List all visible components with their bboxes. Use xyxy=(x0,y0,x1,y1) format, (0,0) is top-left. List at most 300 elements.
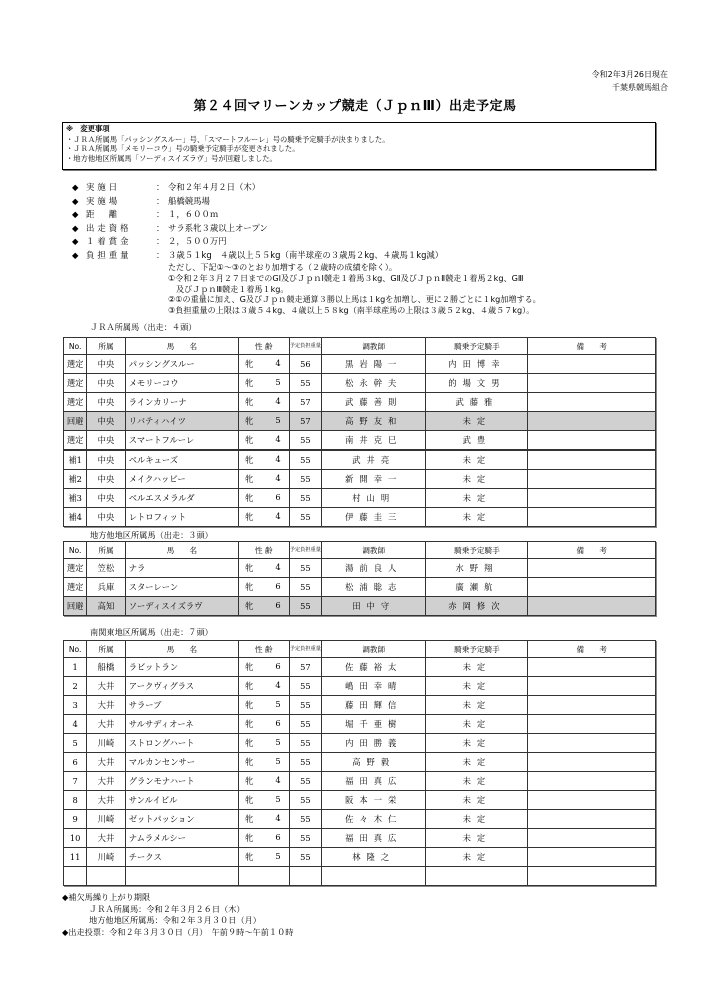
col-header-sex-age: 性 齢 xyxy=(239,338,290,355)
entry-weight: 55 xyxy=(289,829,322,848)
entry-no: 2 xyxy=(64,677,87,696)
table-row xyxy=(64,508,656,527)
col-header-no: No. xyxy=(64,542,87,559)
table-header-row xyxy=(64,641,656,658)
weight-note: ②①の重量に加え、G及びＪｐｎ競走通算３勝以上馬は１kgを加増し、更に２勝ごとに１kg加増する。 xyxy=(168,294,541,305)
table-row xyxy=(64,829,656,848)
col-header-trainer: 調教師 xyxy=(322,338,426,355)
entry-affiliation: 笠松 xyxy=(87,559,125,578)
entry-trainer: 高野友和 xyxy=(322,412,426,431)
entry-sex: 牝 xyxy=(245,833,254,843)
table-row xyxy=(64,355,656,374)
entry-horse-name: リバティハイツ xyxy=(125,412,238,431)
col-header-weight: 予定負担重量 xyxy=(289,542,322,559)
footer-line: ◆補欠馬繰り上がり期限 xyxy=(62,892,151,902)
col-header-weight: 予定負担重量 xyxy=(289,641,322,658)
entry-affiliation xyxy=(87,867,125,886)
table-header-row xyxy=(64,542,656,559)
entry-trainer: 嶋田幸晴 xyxy=(322,677,426,696)
entry-no: 6 xyxy=(64,753,87,772)
entry-horse-name: スマートフルーレ xyxy=(125,431,238,451)
entry-sex: 牝 xyxy=(245,563,254,573)
entry-weight: 55 xyxy=(289,715,322,734)
col-header-jockey: 騎乗予定騎手 xyxy=(426,542,528,559)
entry-weight: 57 xyxy=(289,412,322,431)
col-header-horse-name: 馬 名 xyxy=(125,542,238,559)
entry-remarks xyxy=(528,559,656,578)
entry-jockey: 未定 xyxy=(426,696,528,715)
entry-weight: 55 xyxy=(289,791,322,810)
entry-horse-name: パッシングスルー xyxy=(125,355,238,374)
entry-remarks xyxy=(528,753,656,772)
entry-jockey: 未定 xyxy=(426,470,528,489)
entry-no: 5 xyxy=(64,734,87,753)
entry-remarks xyxy=(528,810,656,829)
table-row xyxy=(64,848,656,867)
entry-sex-age xyxy=(239,848,290,867)
info-colon: ： xyxy=(156,195,165,206)
entry-remarks xyxy=(528,791,656,810)
table-row xyxy=(64,791,656,810)
section-title: 地方他地区所属馬（出走：３頭） xyxy=(90,530,213,540)
entry-sex: 牝 xyxy=(245,795,254,805)
entry-horse-name: ベルキューズ xyxy=(125,450,238,470)
entry-remarks xyxy=(528,578,656,597)
info-row xyxy=(72,235,541,249)
entry-weight: 55 xyxy=(289,578,322,597)
col-header-horse-name: 馬 名 xyxy=(125,338,238,355)
col-header-affiliation: 所属 xyxy=(87,338,125,355)
notice-heading: ※ 変更事項 xyxy=(66,124,110,133)
entry-affiliation: 大井 xyxy=(87,753,125,772)
entry-horse-name: メモリーコウ xyxy=(125,374,238,393)
entry-sex-age xyxy=(239,374,290,393)
entry-sex: 牝 xyxy=(245,757,254,767)
entry-sex: 牝 xyxy=(245,397,254,407)
entry-horse-name: サラーブ xyxy=(125,696,238,715)
entry-sex-age xyxy=(239,867,290,886)
table-row xyxy=(64,734,656,753)
info-row xyxy=(72,181,541,195)
entry-sex: 牝 xyxy=(245,512,254,522)
info-colon: ： xyxy=(156,249,165,260)
entry-sex: 牝 xyxy=(245,776,254,786)
entry-no: 11 xyxy=(64,848,87,867)
entry-affiliation: 中央 xyxy=(87,508,125,527)
entry-trainer: 湯前良人 xyxy=(322,559,426,578)
table-row xyxy=(64,677,656,696)
entry-sex-age xyxy=(239,715,290,734)
entry-horse-name: ソーディスイズラヴ xyxy=(125,597,238,616)
col-header-sex-age: 性 齢 xyxy=(239,641,290,658)
col-header-affiliation: 所属 xyxy=(87,542,125,559)
entry-weight: 55 xyxy=(289,810,322,829)
info-value: ２，５００万円 xyxy=(168,236,227,246)
info-value: １，６００ｍ xyxy=(168,209,219,219)
entry-jockey: 武藤雅 xyxy=(426,393,528,412)
entry-sex: 牝 xyxy=(245,681,254,691)
entry-sex-age xyxy=(239,412,290,431)
footer-line: ＪＲＡ所属馬：令和２年３月２６日（木） xyxy=(89,903,245,914)
info-value: サラ系牝３歳以上オープン xyxy=(168,222,268,233)
entry-remarks xyxy=(528,431,656,451)
entry-trainer xyxy=(322,867,426,886)
entry-sex: 牝 xyxy=(245,359,254,369)
entry-affiliation: 大井 xyxy=(87,829,125,848)
entry-horse-name: チークス xyxy=(125,848,238,867)
col-header-affiliation: 所属 xyxy=(87,641,125,658)
entry-no: 補2 xyxy=(64,470,87,489)
entry-sex: 牝 xyxy=(245,582,254,592)
col-header-horse-name: 馬 名 xyxy=(125,641,238,658)
entry-weight: 55 xyxy=(289,734,322,753)
entry-affiliation: 川崎 xyxy=(87,810,125,829)
entry-horse-name: ナラ xyxy=(125,559,238,578)
entry-sex: 牝 xyxy=(245,493,254,503)
entry-jockey: 未定 xyxy=(426,508,528,527)
entry-age: 4 xyxy=(275,454,281,464)
col-header-trainer: 調教師 xyxy=(322,542,426,559)
footer-line: ◆出走投票：令和２年３月３０日（月） 午前９時～午前１０時 xyxy=(62,926,294,937)
entry-trainer: 福田真広 xyxy=(322,829,426,848)
entry-no: 選定 xyxy=(64,393,87,412)
entry-weight: 55 xyxy=(289,508,322,527)
table-row xyxy=(64,578,656,597)
entry-remarks xyxy=(528,597,656,616)
entry-age: 4 xyxy=(275,434,281,444)
entry-affiliation: 高知 xyxy=(87,597,125,616)
entry-remarks xyxy=(528,374,656,393)
entry-sex-age xyxy=(239,355,290,374)
entry-affiliation: 中央 xyxy=(87,412,125,431)
diamond-bullet-icon: ◆ xyxy=(72,182,79,192)
entry-trainer: 高野毅 xyxy=(322,753,426,772)
entry-weight xyxy=(289,867,322,886)
info-row xyxy=(72,195,541,209)
entry-no: 選定 xyxy=(64,431,87,451)
info-colon: ： xyxy=(156,182,165,192)
entry-no: 1 xyxy=(64,658,87,677)
entry-age: 4 xyxy=(275,358,281,368)
footer-notes xyxy=(62,892,293,938)
entry-horse-name xyxy=(125,867,238,886)
info-colon: ： xyxy=(156,236,165,246)
entry-sex: 牝 xyxy=(245,474,254,484)
entry-trainer: 藤田輝信 xyxy=(322,696,426,715)
entry-sex: 牝 xyxy=(245,700,254,710)
entry-age: 5 xyxy=(275,756,281,766)
entry-jockey: 的場文男 xyxy=(426,374,528,393)
entry-sex: 牝 xyxy=(245,435,254,445)
entry-affiliation: 中央 xyxy=(87,393,125,412)
entry-no: 回避 xyxy=(64,597,87,616)
race-info xyxy=(72,181,541,316)
entry-trainer: 阪本一栄 xyxy=(322,791,426,810)
notice-item: ・ＪＲＡ所属馬「パッシングスルー」号、「スマートフルーレ」号の騎乗予定騎手が決まりました。 xyxy=(66,134,390,144)
entry-horse-name: サンルイビル xyxy=(125,791,238,810)
entry-remarks xyxy=(528,489,656,508)
info-label: 実施場 xyxy=(86,195,121,206)
entry-affiliation: 大井 xyxy=(87,677,125,696)
diamond-bullet-icon: ◆ xyxy=(72,249,79,260)
entry-sex-age xyxy=(239,450,290,470)
entry-horse-name: ラビットラン xyxy=(125,658,238,677)
info-label: 出走資格 xyxy=(86,222,132,233)
entry-trainer: 村山明 xyxy=(322,489,426,508)
change-notice-box xyxy=(62,122,656,170)
entry-affiliation: 中央 xyxy=(87,355,125,374)
entry-age: 4 xyxy=(275,562,281,572)
entry-age: 6 xyxy=(275,718,281,728)
entry-age: 6 xyxy=(275,581,281,591)
entry-horse-name: ラインカリーナ xyxy=(125,393,238,412)
entry-horse-name: メイクハッピー xyxy=(125,470,238,489)
entry-affiliation: 川崎 xyxy=(87,848,125,867)
entry-weight: 56 xyxy=(289,355,322,374)
entry-jockey: 未定 xyxy=(426,829,528,848)
entry-horse-name: スターレーン xyxy=(125,578,238,597)
entry-affiliation: 大井 xyxy=(87,772,125,791)
entry-affiliation: 中央 xyxy=(87,450,125,470)
info-value: 令和２年４月２日（木） xyxy=(168,182,261,192)
table-row xyxy=(64,753,656,772)
entry-sex: 牝 xyxy=(245,662,254,672)
entry-horse-name: ナムラメルシー xyxy=(125,829,238,848)
entry-remarks xyxy=(528,772,656,791)
entry-jockey: 未定 xyxy=(426,489,528,508)
entry-remarks xyxy=(528,715,656,734)
entry-affiliation: 大井 xyxy=(87,715,125,734)
entry-age: 4 xyxy=(275,813,281,823)
entry-age: 4 xyxy=(275,511,281,521)
info-row xyxy=(72,208,541,222)
entry-jockey: 未定 xyxy=(426,715,528,734)
entry-no: 回避 xyxy=(64,412,87,431)
table-row xyxy=(64,412,656,431)
entry-remarks xyxy=(528,470,656,489)
entry-affiliation: 中央 xyxy=(87,470,125,489)
entry-affiliation: 中央 xyxy=(87,374,125,393)
entry-weight: 55 xyxy=(289,489,322,508)
entry-age: 5 xyxy=(275,737,281,747)
entry-no: 選定 xyxy=(64,578,87,597)
entry-age: 5 xyxy=(275,699,281,709)
entry-affiliation: 大井 xyxy=(87,791,125,810)
entry-age: 6 xyxy=(275,492,281,502)
entry-trainer: 佐々木仁 xyxy=(322,810,426,829)
entry-sex-age xyxy=(239,734,290,753)
entry-sex-age xyxy=(239,393,290,412)
entry-trainer: 福田真広 xyxy=(322,772,426,791)
entry-age: 4 xyxy=(275,680,281,690)
entry-affiliation: 大井 xyxy=(87,696,125,715)
entry-remarks xyxy=(528,696,656,715)
entry-horse-name: ストロングハート xyxy=(125,734,238,753)
entry-trainer: 伊藤圭三 xyxy=(322,508,426,527)
entry-trainer: 林隆之 xyxy=(322,848,426,867)
entry-no: 選定 xyxy=(64,374,87,393)
entry-weight: 55 xyxy=(289,374,322,393)
weight-note: ①令和２年３月２７日までのGⅠ及びＪｐｎⅠ競走１着馬３kg、GⅡ及びＪｐｎⅡ競走１着馬２kg、GⅢ xyxy=(168,272,524,283)
entry-sex-age xyxy=(239,559,290,578)
entry-remarks xyxy=(528,829,656,848)
table-row xyxy=(64,431,656,451)
info-label: 距 離 xyxy=(86,209,121,219)
entry-sex: 牝 xyxy=(245,601,254,611)
entry-horse-name: マルカンセンサー xyxy=(125,753,238,772)
entry-jockey: 武豊 xyxy=(426,431,528,451)
info-row xyxy=(72,249,541,263)
entry-age: 6 xyxy=(275,661,281,671)
entry-remarks xyxy=(528,867,656,886)
entry-jockey: 未定 xyxy=(426,810,528,829)
entry-affiliation: 兵庫 xyxy=(87,578,125,597)
entry-age: 6 xyxy=(275,600,281,610)
entry-sex: 牝 xyxy=(245,738,254,748)
entry-horse-name: レトロフィット xyxy=(125,508,238,527)
entry-weight: 55 xyxy=(289,677,322,696)
entry-remarks xyxy=(528,355,656,374)
entry-trainer: 松浦聡志 xyxy=(322,578,426,597)
entry-remarks xyxy=(528,848,656,867)
entry-weight: 57 xyxy=(289,658,322,677)
footer-line: 地方他地区所属馬：令和２年３月３０日（月） xyxy=(89,915,261,925)
diamond-bullet-icon: ◆ xyxy=(72,222,79,233)
col-header-remarks: 備 考 xyxy=(528,338,656,355)
info-colon: ： xyxy=(156,209,165,219)
entry-jockey: 未定 xyxy=(426,412,528,431)
section-title: ＪＲＡ所属馬（出走：４頭） xyxy=(90,322,197,332)
entry-sex-age xyxy=(239,470,290,489)
entry-sex: 牝 xyxy=(245,852,254,862)
table-row xyxy=(64,867,656,886)
entry-trainer: 松永幹夫 xyxy=(322,374,426,393)
entry-weight: 57 xyxy=(289,393,322,412)
entry-weight: 55 xyxy=(289,753,322,772)
info-value: 船橋競馬場 xyxy=(168,195,210,206)
table-row xyxy=(64,470,656,489)
entry-trainer: 武井亮 xyxy=(322,450,426,470)
weight-note: ③負担重量の上限は３歳５４kg、４歳以上５８kg（南半球産馬の上限は３歳５２kg、４歳５７kg）。 xyxy=(168,305,535,316)
diamond-bullet-icon: ◆ xyxy=(72,195,79,206)
document-header xyxy=(592,68,668,94)
col-header-weight: 予定負担重量 xyxy=(289,338,322,355)
entry-weight: 55 xyxy=(289,470,322,489)
entry-jockey: 赤岡修次 xyxy=(426,597,528,616)
diamond-bullet-icon: ◆ xyxy=(72,236,79,246)
entry-remarks xyxy=(528,393,656,412)
col-header-remarks: 備 考 xyxy=(528,641,656,658)
col-header-sex-age: 性 齢 xyxy=(239,542,290,559)
entry-age: 4 xyxy=(275,473,281,483)
entry-no xyxy=(64,867,87,886)
entry-age: 4 xyxy=(275,775,281,785)
entry-trainer: 佐藤裕太 xyxy=(322,658,426,677)
entry-jockey: 未定 xyxy=(426,848,528,867)
info-row xyxy=(72,222,541,236)
entry-trainer: 武藤善則 xyxy=(322,393,426,412)
entry-trainer: 内田勝義 xyxy=(322,734,426,753)
entry-sex: 牝 xyxy=(245,719,254,729)
entry-trainer: 黒岩陽一 xyxy=(322,355,426,374)
entry-jockey: 未定 xyxy=(426,658,528,677)
entry-weight: 55 xyxy=(289,559,322,578)
table-row xyxy=(64,597,656,616)
entry-jockey: 廣瀬航 xyxy=(426,578,528,597)
col-header-trainer: 調教師 xyxy=(322,641,426,658)
entry-age: 5 xyxy=(275,851,281,861)
entry-no: 4 xyxy=(64,715,87,734)
entry-jockey: 内田博幸 xyxy=(426,355,528,374)
entry-jockey: 未定 xyxy=(426,772,528,791)
col-header-jockey: 騎乗予定騎手 xyxy=(426,338,528,355)
entry-remarks xyxy=(528,412,656,431)
table-row xyxy=(64,450,656,470)
info-colon: ： xyxy=(156,222,165,233)
entry-age: 6 xyxy=(275,832,281,842)
entry-sex-age xyxy=(239,597,290,616)
entry-horse-name: ゼットパッション xyxy=(125,810,238,829)
entry-sex-age xyxy=(239,791,290,810)
as-of-date: 令和2年3月26日現在 xyxy=(591,70,668,79)
entries-table xyxy=(63,337,656,527)
entry-jockey: 未定 xyxy=(426,791,528,810)
entry-trainer: 田中守 xyxy=(322,597,426,616)
entry-sex: 牝 xyxy=(245,814,254,824)
info-label: 実施日 xyxy=(86,182,121,192)
table-row xyxy=(64,696,656,715)
entry-weight: 55 xyxy=(289,431,322,451)
col-header-no: No. xyxy=(64,338,87,355)
entry-weight: 55 xyxy=(289,597,322,616)
col-header-no: No. xyxy=(64,641,87,658)
table-row xyxy=(64,374,656,393)
col-header-jockey: 騎乗予定騎手 xyxy=(426,641,528,658)
entry-remarks xyxy=(528,734,656,753)
entry-age: 5 xyxy=(275,415,281,425)
entry-sex-age xyxy=(239,829,290,848)
entry-sex-age xyxy=(239,677,290,696)
entry-sex-age xyxy=(239,489,290,508)
entry-age: 5 xyxy=(275,794,281,804)
entry-sex-age xyxy=(239,696,290,715)
weight-note: 及びＪｐｎⅢ競走１着馬１kg。 xyxy=(176,283,289,294)
entry-sex-age xyxy=(239,658,290,677)
entry-remarks xyxy=(528,508,656,527)
entry-horse-name: アークヴィグラス xyxy=(125,677,238,696)
entry-affiliation: 川崎 xyxy=(87,734,125,753)
entry-sex-age xyxy=(239,508,290,527)
entry-no: 補4 xyxy=(64,508,87,527)
entry-jockey: 未定 xyxy=(426,734,528,753)
notice-item: ・地方他地区所属馬「ソーディスイズラヴ」号が回避しました。 xyxy=(66,153,277,163)
entry-sex-age xyxy=(239,578,290,597)
info-label: １着賞金 xyxy=(86,236,132,246)
entry-trainer: 新開幸一 xyxy=(322,470,426,489)
entry-jockey xyxy=(426,867,528,886)
entry-no: 3 xyxy=(64,696,87,715)
entry-horse-name: サルサディオーネ xyxy=(125,715,238,734)
table-row xyxy=(64,772,656,791)
entry-affiliation: 船橋 xyxy=(87,658,125,677)
notice-item: ・ＪＲＡ所属馬「メモリーコウ」号の騎乗予定騎手が変更されました。 xyxy=(66,144,300,154)
entry-remarks xyxy=(528,658,656,677)
entry-sex-age xyxy=(239,431,290,451)
page-title: 第２４回マリーンカップ競走（ＪｐｎⅢ）出走予定馬 xyxy=(193,99,517,114)
entry-sex: 牝 xyxy=(245,416,254,426)
table-row xyxy=(64,489,656,508)
entry-affiliation: 中央 xyxy=(87,489,125,508)
